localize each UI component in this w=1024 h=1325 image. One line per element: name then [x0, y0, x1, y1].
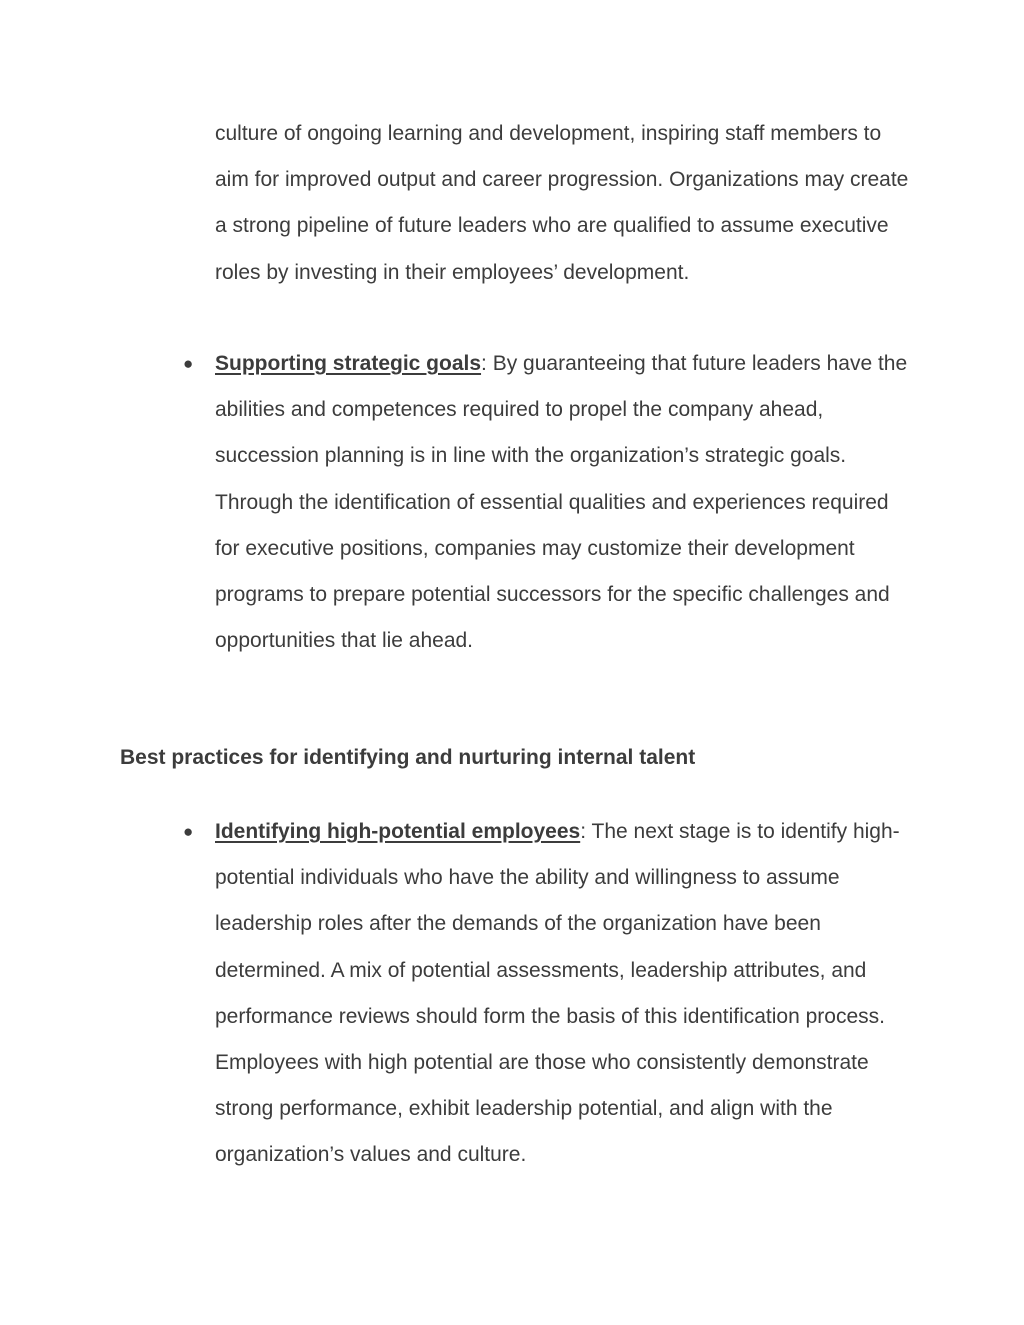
- bullet-icon: ●: [183, 822, 194, 841]
- list-item-identifying-high-potential: [183, 809, 915, 1179]
- list-item-term: Identifying high-potential employees: [215, 820, 581, 843]
- list-item-body: : The next stage is to identify high-potential individuals who have the ability and willingness to assume leadership roles after the demands of the organization have been determined. A mix of potential assessments, leadership attributes, and performance reviews should form the basis of this identification process. Employees with high potential are those who consistently demonstrate strong performance, exhibit leadership potential, and align with the organization’s values and culture.: [215, 820, 900, 1167]
- continuation-paragraph: culture of ongoing learning and development, inspiring staff members to aim for improved output and career progression. Organizations may create a strong pipeline of future leaders who are qualified to assume executive roles by investing in their employees’ development.: [215, 122, 909, 284]
- list-item-body: : By guaranteeing that future leaders have the abilities and competences required to propel the company ahead, succession planning is in line with the organization’s strategic goals. Through the identification of essential qualities and experiences required for executive positions, companies may customize their development programs to prepare potential successors for the specific challenges and opportunities that lie ahead.: [215, 352, 908, 653]
- bullet-icon: ●: [183, 354, 194, 373]
- list-item-supporting-strategic-goals: [183, 341, 915, 664]
- section-heading: Best practices for identifying and nurturing internal talent: [120, 746, 696, 769]
- list-item-term: Supporting strategic goals: [215, 352, 482, 375]
